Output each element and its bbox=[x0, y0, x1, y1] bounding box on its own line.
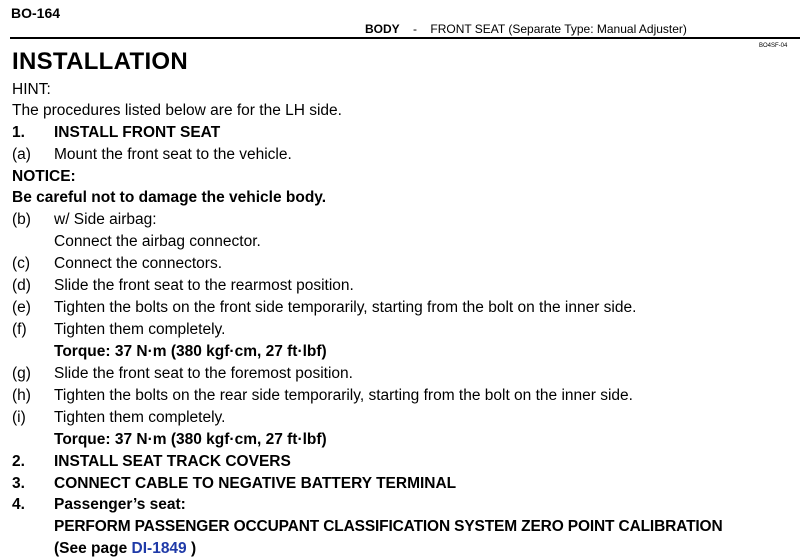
chapter-name: BODY bbox=[365, 22, 400, 36]
substep-b-text-2: Connect the airbag connector. bbox=[54, 233, 261, 250]
page-code: BO-164 bbox=[11, 5, 61, 21]
substep-label: (b) bbox=[12, 211, 31, 228]
page-title: INSTALLATION bbox=[12, 48, 189, 75]
substep-text: Slide the front seat to the foremost position. bbox=[54, 365, 353, 382]
substep-label: (a) bbox=[12, 146, 31, 163]
substep-label: (d) bbox=[12, 277, 31, 294]
torque-spec: Torque: 37 N·m (380 kgf·cm, 27 ft·lbf) bbox=[54, 431, 327, 448]
substep-label: (h) bbox=[12, 387, 31, 404]
substep-label: (i) bbox=[12, 409, 26, 426]
substep-text: Mount the front seat to the vehicle. bbox=[54, 146, 292, 163]
document-id: BO4SF-04 bbox=[759, 43, 788, 49]
substep-text: Slide the front seat to the rearmost position. bbox=[54, 277, 354, 294]
reference-link[interactable]: DI-1849 bbox=[131, 540, 187, 557]
step-4-calibration: PERFORM PASSENGER OCCUPANT CLASSIFICATION SYSTEM ZERO POINT CALIBRATION bbox=[54, 518, 723, 535]
step-number: 2. bbox=[12, 453, 25, 470]
hint-label: HINT: bbox=[12, 81, 51, 98]
section-name: FRONT SEAT (Separate Type: Manual Adjuster) bbox=[430, 22, 687, 36]
substep-text: Connect the connectors. bbox=[54, 255, 223, 272]
header-separator: - bbox=[413, 22, 418, 36]
notice-text: Be careful not to damage the vehicle body. bbox=[12, 189, 327, 206]
notice-label: NOTICE: bbox=[12, 168, 76, 185]
reference-suffix: ) bbox=[186, 540, 197, 557]
step-text: CONNECT CABLE TO NEGATIVE BATTERY TERMINAL bbox=[54, 475, 457, 492]
substep-text: Tighten them completely. bbox=[54, 321, 226, 338]
substep-label: (c) bbox=[12, 255, 31, 272]
running-header bbox=[365, 22, 687, 36]
substep-text: Tighten them completely. bbox=[54, 409, 226, 426]
step-number: 1. bbox=[12, 124, 25, 141]
substep-text: Tighten the bolts on the rear side temporarily, starting from the bolt on the inner side. bbox=[54, 387, 633, 404]
reference-prefix: (See page bbox=[54, 540, 132, 557]
step-number: 4. bbox=[12, 496, 25, 513]
step-text: INSTALL FRONT SEAT bbox=[54, 124, 221, 141]
substep-label: (f) bbox=[12, 321, 27, 338]
substep-text: Tighten the bolts on the front side temporarily, starting from the bolt on the inner side. bbox=[54, 299, 637, 316]
substep-label: (e) bbox=[12, 299, 31, 316]
substep-text: w/ Side airbag: bbox=[54, 211, 157, 228]
step-text: INSTALL SEAT TRACK COVERS bbox=[54, 453, 291, 470]
header-rule bbox=[10, 37, 800, 39]
step-number: 3. bbox=[12, 475, 25, 492]
page-reference bbox=[54, 540, 196, 558]
hint-text: The procedures listed below are for the LH side. bbox=[12, 102, 342, 119]
torque-spec: Torque: 37 N·m (380 kgf·cm, 27 ft·lbf) bbox=[54, 343, 327, 360]
step-text: Passenger’s seat: bbox=[54, 496, 186, 513]
substep-label: (g) bbox=[12, 365, 31, 382]
